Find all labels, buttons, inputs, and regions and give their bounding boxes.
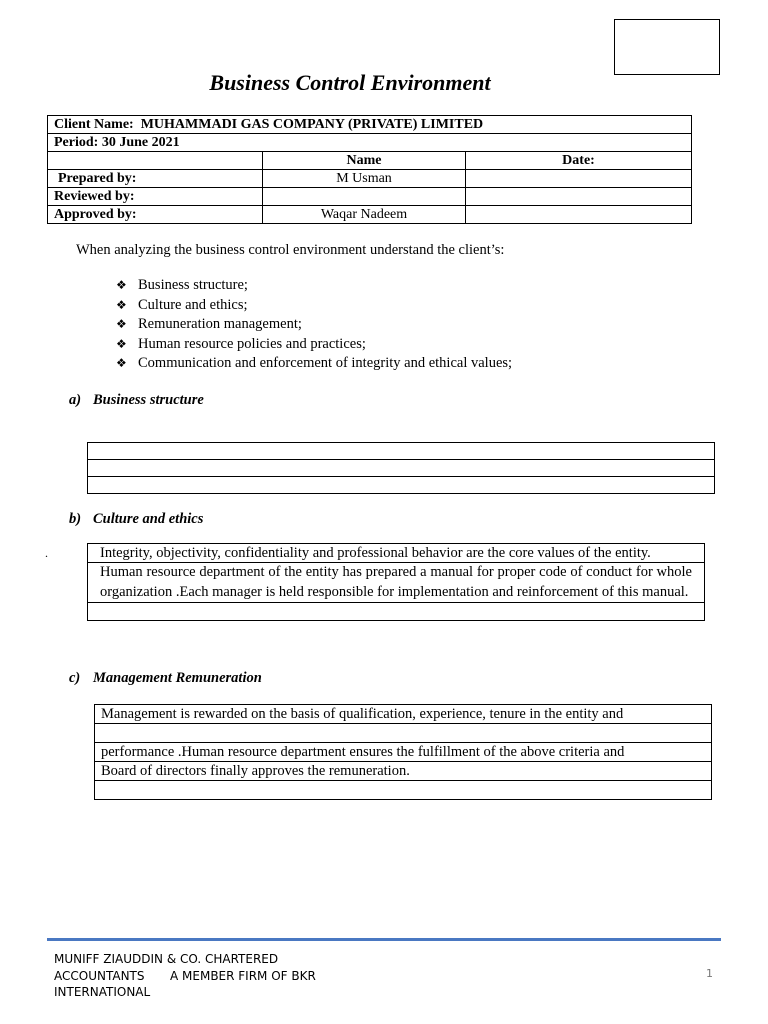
table-row — [88, 460, 715, 477]
diamond-bullet-icon: ❖ — [116, 336, 127, 351]
col-date-header: Date: — [466, 152, 692, 170]
corner-box — [614, 19, 720, 75]
section-b-heading: b) Culture and ethics — [69, 511, 204, 527]
table-row — [95, 724, 712, 743]
list-item: ❖ Communication and enforcement of integrity and ethical values; — [116, 354, 512, 374]
prepared-date — [466, 170, 692, 188]
diamond-bullet-icon: ❖ — [116, 317, 127, 331]
section-c-heading: c) Management Remuneration — [69, 670, 262, 686]
section-b-table — [87, 543, 705, 621]
period-cell: Period: 30 June 2021 — [48, 134, 692, 152]
client-info-table — [47, 115, 692, 224]
prepared-label: Prepared by: — [48, 170, 263, 188]
table-row: Board of directors finally approves the remuneration. — [95, 762, 712, 781]
prepared-row — [48, 170, 692, 188]
stray-dot: . — [45, 546, 48, 560]
table-row: Human resource department of the entity has prepared a manual for proper code of conduct for whole organization .Each manager is held responsible for implementation and reinforcement of this manual. — [88, 563, 705, 603]
list-item: ❖ Human resource policies and practices; — [116, 335, 512, 355]
diamond-bullet-icon: ❖ — [116, 278, 127, 292]
approved-date — [466, 206, 692, 224]
page-number: 1 — [706, 967, 713, 980]
list-item: ❖ Business structure; — [116, 276, 512, 296]
diamond-bullet-icon: ❖ — [116, 356, 127, 370]
list-item: ❖ Remuneration management; — [116, 315, 512, 335]
prepared-name: M Usman — [263, 170, 466, 188]
list-item: ❖ Culture and ethics; — [116, 296, 512, 316]
client-name-cell: Client Name: MUHAMMADI GAS COMPANY (PRIVATE) LIMITED — [48, 116, 692, 134]
intro-text: When analyzing the business control environment understand the client’s: — [76, 242, 505, 258]
bullet-list — [116, 276, 512, 374]
footer-firm-text: MUNIFF ZIAUDDIN & CO. CHARTERED ACCOUNTANTS A MEMBER FIRM OF BKR INTERNATIONAL — [54, 952, 316, 999]
approved-label: Approved by: — [48, 206, 263, 224]
client-name-value: MUHAMMADI GAS COMPANY (PRIVATE) LIMITED — [140, 116, 484, 132]
reviewed-date — [466, 188, 692, 206]
col-name-header: Name — [263, 152, 466, 170]
table-row: Management is rewarded on the basis of qualification, experience, tenure in the entity and — [95, 705, 712, 724]
reviewed-row — [48, 188, 692, 206]
document-title: Business Control Environment — [209, 70, 491, 95]
approved-name: Waqar Nadeem — [263, 206, 466, 224]
table-row: Integrity, objectivity, confidentiality and professional behavior are the core values of the entity. — [88, 544, 705, 563]
footer-divider — [47, 938, 721, 941]
table-row — [88, 603, 705, 621]
table-row — [88, 477, 715, 494]
section-c-table — [94, 704, 712, 800]
table-row: performance .Human resource department ensures the fulfillment of the above criteria and — [95, 743, 712, 762]
table-row — [95, 781, 712, 800]
approved-row — [48, 206, 692, 224]
diamond-bullet-icon: ❖ — [116, 297, 127, 312]
header-blank-cell — [48, 152, 263, 170]
reviewed-label: Reviewed by: — [48, 188, 263, 206]
section-a-table — [87, 442, 715, 494]
reviewed-name — [263, 188, 466, 206]
table-row — [88, 443, 715, 460]
section-a-heading: a) Business structure — [69, 392, 204, 408]
